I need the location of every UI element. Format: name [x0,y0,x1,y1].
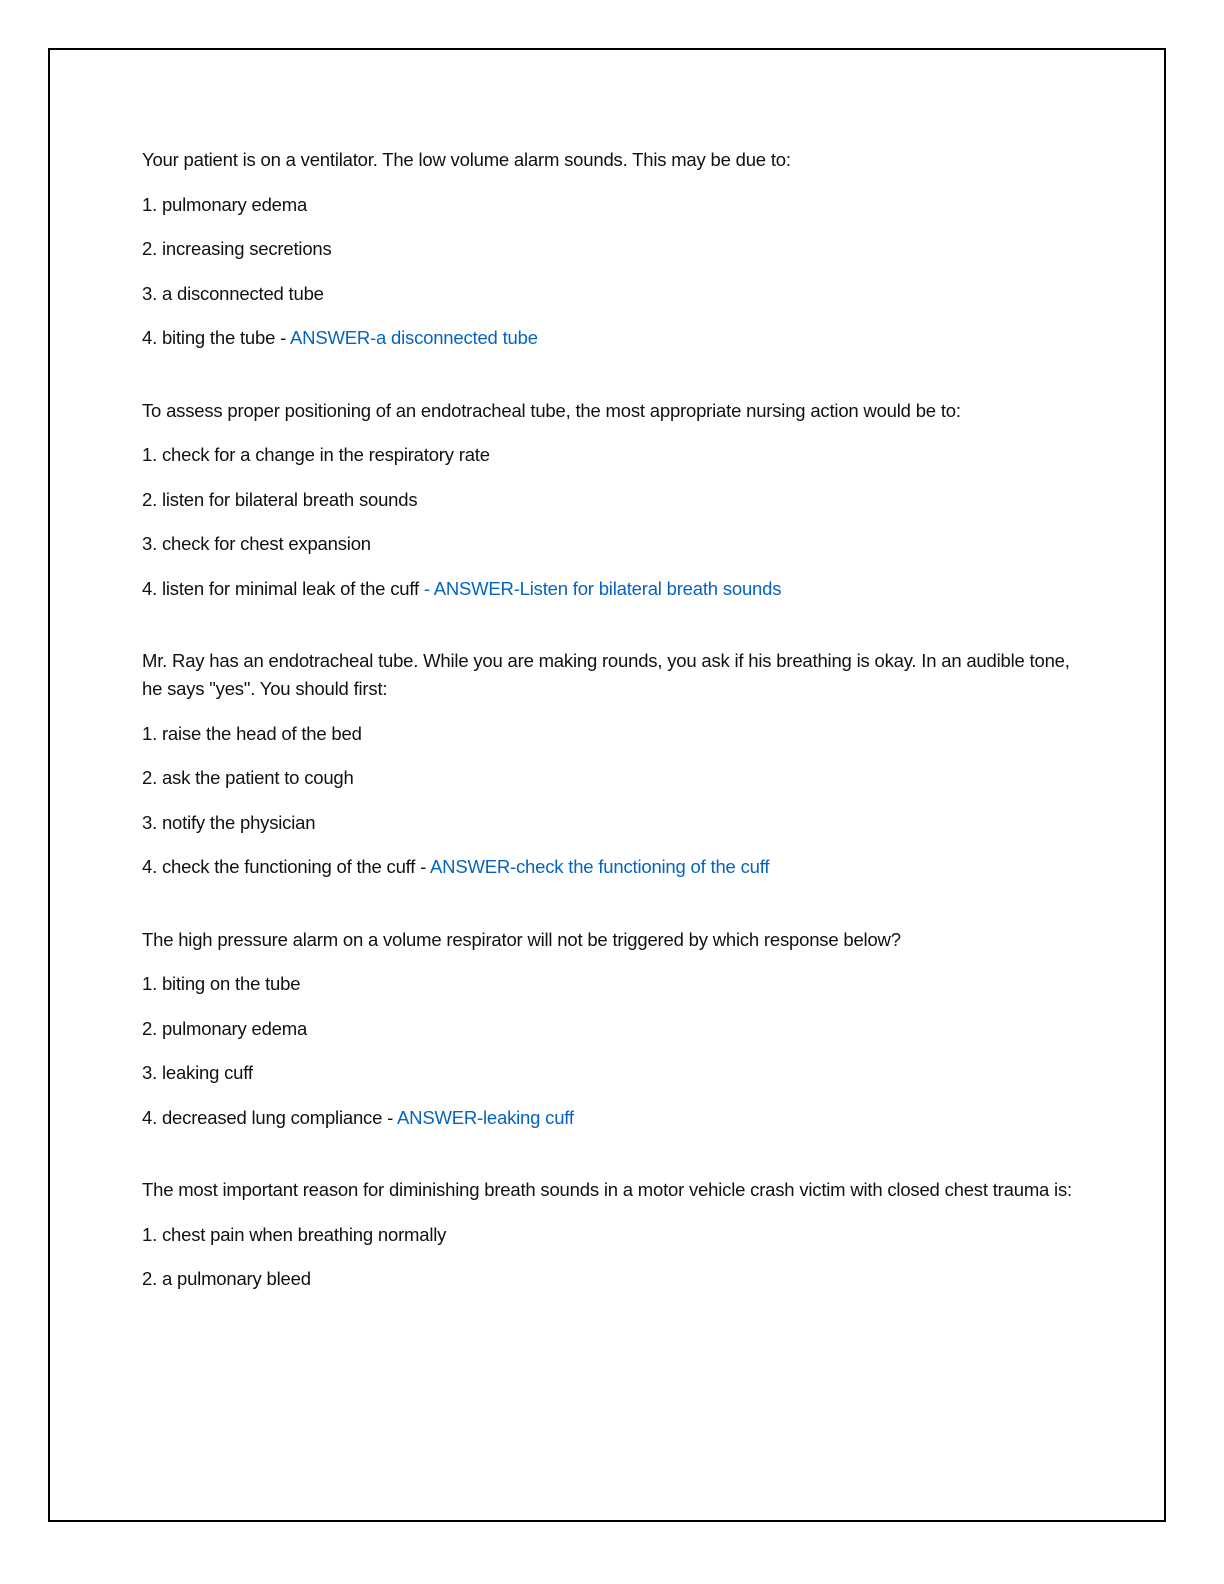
question-stem: Your patient is on a ventilator. The low volume alarm sounds. This may be due to: [142,149,791,170]
option: 1. raise the head of the bed [142,722,362,744]
question-5 [142,1176,1072,1293]
question-4 [142,926,1072,1132]
option: 2. pulmonary edema [142,1017,308,1039]
question-1 [142,146,1072,352]
question-2 [142,397,1072,603]
option: 2. ask the patient to cough [142,767,354,788]
option: 2. increasing secretions [142,238,332,259]
option: 4. listen for minimal leak of the cuff [142,577,424,599]
option: 1. biting on the tube [142,973,301,994]
answer: ANSWER-a disconnected tube [290,327,538,348]
answer: - ANSWER-Listen for bilateral breath sounds [423,577,782,599]
option: 3. a disconnected tube [142,282,324,304]
question-stem: Mr. Ray has an endotracheal tube. While you are making rounds, you ask if his breathing is okay. In an audible tone, he says "yes". You should first: [142,650,1070,699]
option-with-answer [142,324,1072,352]
question-stem: To assess proper positioning of an endotracheal tube, the most appropriate nursing action would be to: [142,399,961,421]
answer: ANSWER-leaking cuff [397,1106,574,1128]
option-with-answer [142,575,1072,603]
option: 1. pulmonary edema [142,193,308,215]
option: 3. notify the physician [142,811,316,833]
option: 1. check for a change in the respiratory rate [142,444,490,465]
question-3 [142,647,1072,881]
option: 4. decreased lung compliance - [142,1106,398,1128]
answer: ANSWER-check the functioning of the cuff [430,856,770,877]
option: 3. check for chest expansion [142,533,371,554]
option: 1. chest pain when breathing normally [142,1223,447,1245]
option: 4. check the functioning of the cuff - [142,856,431,877]
document-body [142,146,1072,1338]
option-with-answer [142,853,1072,881]
question-stem: The high pressure alarm on a volume respirator will not be triggered by which response below? [142,928,901,950]
option: 4. biting the tube - [142,327,291,348]
question-stem: The most important reason for diminishing breath sounds in a motor vehicle crash victim with closed chest trauma is: [142,1179,1072,1200]
option-with-answer [142,1104,1072,1132]
option: 2. listen for bilateral breath sounds [142,488,418,510]
option: 3. leaking cuff [142,1062,253,1083]
option: 2. a pulmonary bleed [142,1268,311,1289]
